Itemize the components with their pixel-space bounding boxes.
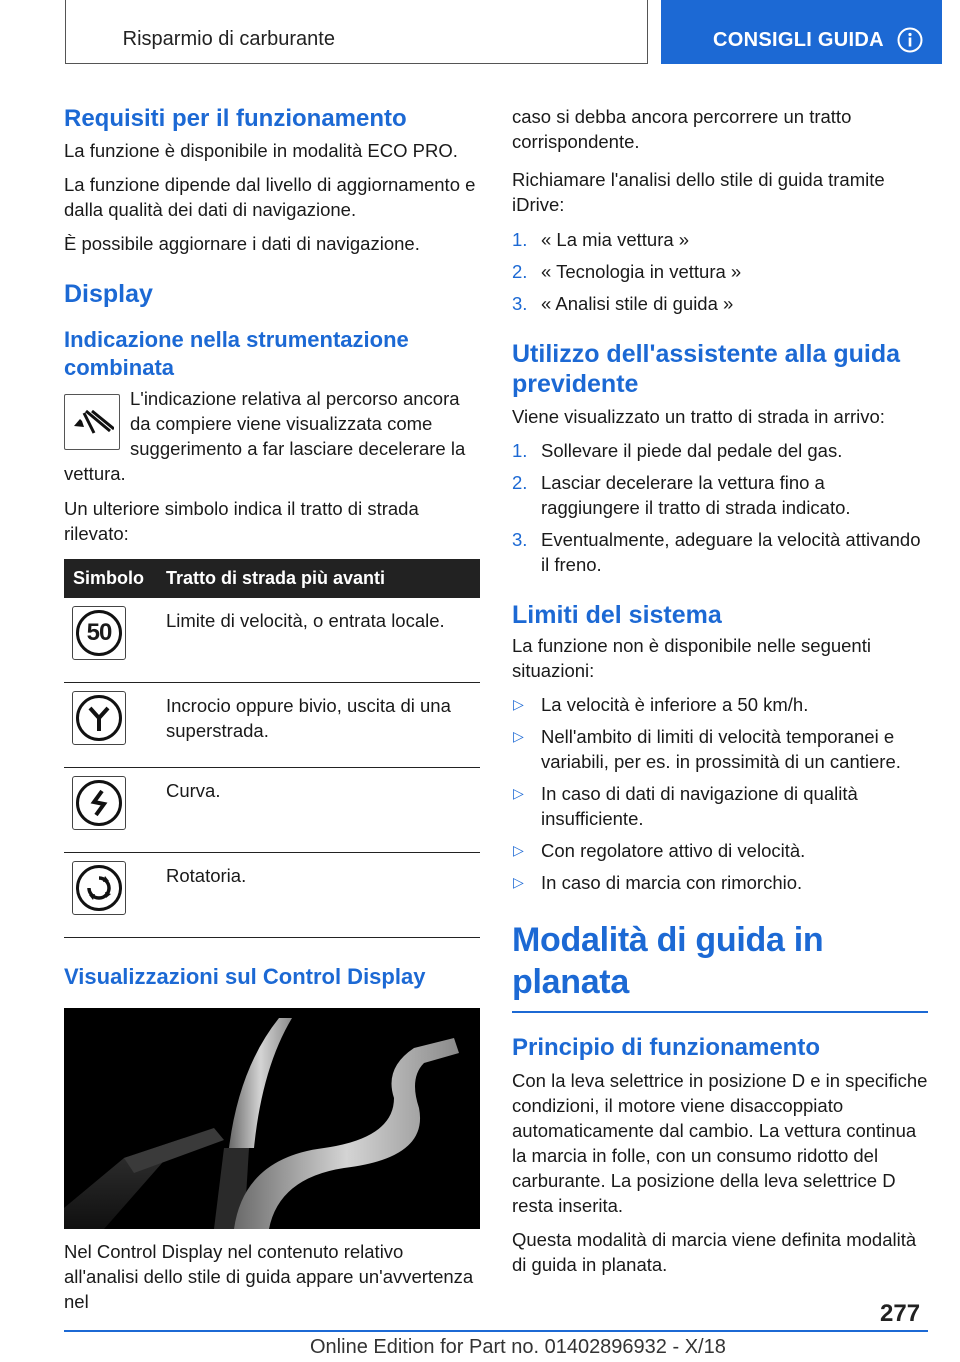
- list-item: 3. Eventualmente, adeguare la velocità attivando il freno.: [512, 529, 921, 575]
- speed-limit-50-icon: 50: [72, 606, 126, 660]
- table-row: [64, 598, 480, 683]
- footer-divider: [64, 1330, 928, 1332]
- road-graphic-image: [64, 1008, 480, 1229]
- paragraph: caso si debba ancora percorrere un tratto corrispondente.: [512, 106, 852, 152]
- table-header-row: [64, 559, 480, 598]
- chapter-label: CONSIGLI GUIDA: [713, 29, 884, 51]
- paragraph: Richiamare l'analisi dello stile di guida tramite iDrive:: [512, 169, 885, 215]
- road-ahead-icon: [64, 394, 120, 450]
- paragraph: È possibile aggiornare i dati di navigazione.: [64, 233, 420, 254]
- paragraph: La funzione è disponibile in modalità ECO PRO.: [64, 140, 458, 161]
- header-section-box: [65, 0, 648, 64]
- paragraph: Un ulteriore simbolo indica il tratto di strada rilevato:: [64, 498, 419, 544]
- curve-icon: [72, 776, 126, 830]
- list-item: ▷ In caso di dati di navigazione di qualità insufficiente.: [513, 783, 858, 829]
- heading-limiti: Limiti del sistema: [512, 601, 722, 629]
- section-title: Risparmio di carburante: [122, 28, 335, 50]
- paragraph: Con la leva selettrice in posizione D e in specifiche condizioni, il motore viene disaccoppiato automaticamente dal cambio. La vettura continua la marcia in folle, con un consumo ridotto del carburante. La posizione della leva selettrice D resta inserita.: [512, 1070, 928, 1216]
- paragraph: Questa modalità di marcia viene definita modalità di guida in planata.: [512, 1229, 917, 1275]
- list-item: ▷ Nell'ambito di limiti di velocità temporanei e variabili, per es. in prossimità di un cantiere.: [513, 726, 901, 772]
- chapter-tab[interactable]: [661, 0, 942, 64]
- table-cell: Curva.: [164, 768, 480, 853]
- idrive-steps-list: [512, 227, 928, 316]
- heading-planata-block: [512, 919, 928, 1013]
- heading-assistente: Utilizzo dell'assistente alla guida previdente: [512, 340, 900, 398]
- list-item: 1. Sollevare il piede dal pedale del gas.: [512, 440, 843, 461]
- footer-edition: Online Edition for Part no. 01402896932 - X/18: [310, 1336, 726, 1358]
- caption: Nel Control Display nel contenuto relativo all'analisi dello stile di guida appare un'avvertenza nel: [64, 1241, 474, 1312]
- list-item: 3. « Analisi stile di guida »: [512, 293, 734, 314]
- left-column: [64, 100, 480, 1314]
- table-cell: Limite di velocità, o entrata locale.: [164, 598, 480, 683]
- indicator-text: L'indicazione relativa al percorso ancora da compiere viene visualizzata come suggerimento a far lasciare decelerare la vettura.: [64, 388, 466, 484]
- indicator-block: [64, 386, 480, 486]
- heading-control-display: Visualizzazioni sul Control Display: [64, 964, 426, 989]
- table-header-symbol: Simbolo: [64, 559, 164, 598]
- assistant-steps-list: [512, 438, 928, 577]
- paragraph: Viene visualizzato un tratto di strada in arrivo:: [512, 406, 885, 427]
- heading-planata: Modalità di guida in planata: [512, 921, 824, 1001]
- paragraph: La funzione non è disponibile nelle seguenti situazioni:: [512, 635, 871, 681]
- list-item: 2. « Tecnologia in vettura »: [512, 261, 742, 282]
- heading-display: Display: [64, 280, 153, 308]
- list-item: 2. Lasciar decelerare la vettura fino a raggiungere il tratto di strada indicato.: [512, 472, 851, 518]
- table-cell: Rotatoria.: [164, 853, 480, 938]
- list-item: ▷ In caso di marcia con rimorchio.: [513, 872, 803, 893]
- list-item: 1. « La mia vettura »: [512, 229, 690, 250]
- heading-requisiti: Requisiti per il funzionamento: [64, 105, 407, 132]
- table-cell: Incrocio oppure bivio, uscita di una superstrada.: [164, 683, 480, 768]
- page-number: 277: [880, 1300, 921, 1327]
- symbol-table: [64, 559, 480, 938]
- table-row: [64, 683, 480, 768]
- paragraph: La funzione dipende dal livello di aggiornamento e dalla qualità dei dati di navigazione.: [64, 174, 476, 220]
- table-header-section: Tratto di strada più avanti: [164, 559, 480, 598]
- heading-principio: Principio di funzionamento: [512, 1034, 820, 1061]
- heading-strumentazione: Indicazione nella strumentazione combinata: [64, 327, 409, 380]
- roundabout-icon: [72, 861, 126, 915]
- limits-list: [512, 692, 928, 895]
- junction-icon: [72, 691, 126, 745]
- info-circle-icon[interactable]: [897, 27, 923, 53]
- table-row: [64, 853, 480, 938]
- right-column: [512, 100, 928, 1277]
- table-row: [64, 768, 480, 853]
- list-item: ▷ La velocità è inferiore a 50 km/h.: [513, 694, 809, 715]
- list-item: ▷ Con regolatore attivo di velocità.: [513, 840, 806, 861]
